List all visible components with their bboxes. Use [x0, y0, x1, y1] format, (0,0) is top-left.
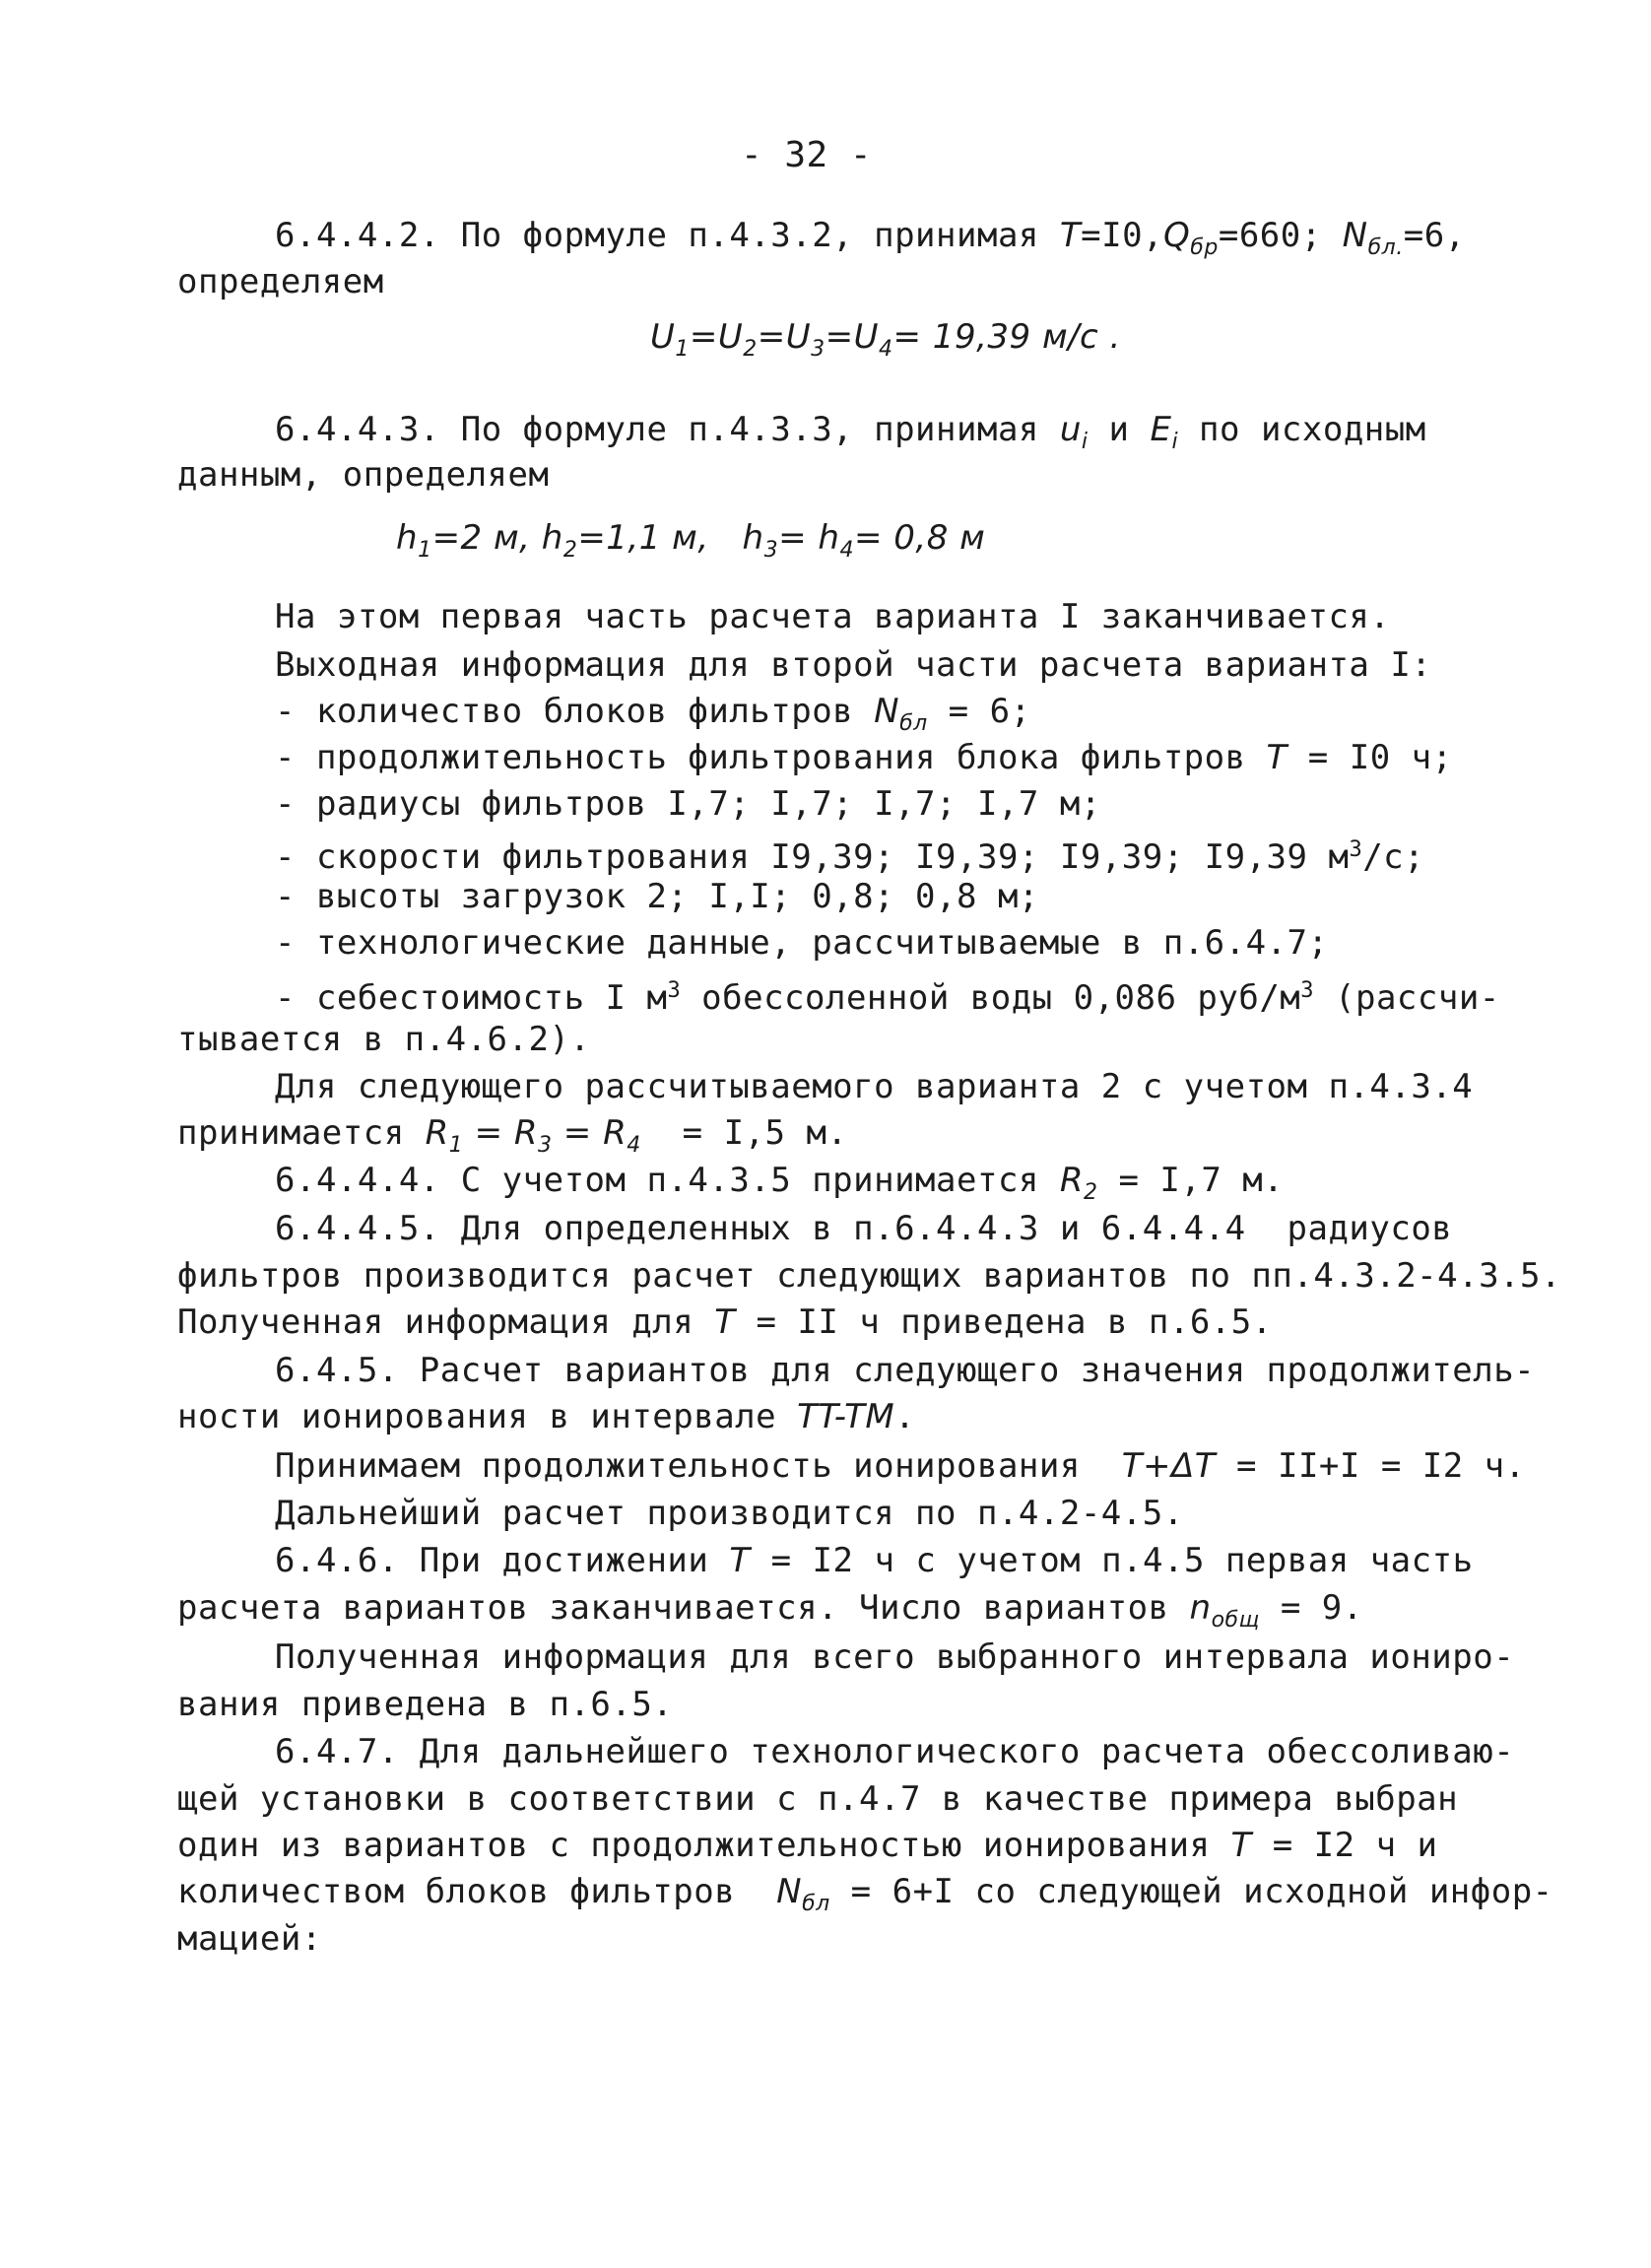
- text: - количество блоков фильтров: [275, 692, 875, 731]
- section-6-4-7-line-1: 6.4.7. Для дальнейшего технологического расчета обессоливаю-: [275, 1732, 1515, 1771]
- text: принимается: [177, 1113, 426, 1153]
- formula-velocities: [650, 317, 1121, 369]
- text: =2 м, h: [431, 518, 563, 558]
- superscript: 3: [1349, 837, 1363, 862]
- var-T: T: [714, 1302, 736, 1342]
- text: расчета вариантов заканчивается. Число вариантов: [177, 1588, 1190, 1628]
- text: 6.4.6. При достижении: [275, 1541, 730, 1580]
- section-6-4-5-line-2: [177, 1397, 915, 1436]
- text: = 6;: [927, 692, 1031, 731]
- list-item-loads: - высоты загрузок 2; I,I; 0,8; 0,8 м;: [275, 877, 1039, 916]
- text: - продолжительность фильтрования блока фильтров: [275, 738, 1267, 777]
- subscript: 3: [763, 538, 779, 563]
- var-n: n: [1189, 1588, 1212, 1628]
- text: = I0 ч;: [1287, 738, 1453, 777]
- section-6-4-4-3-line-2: данным, определяем: [177, 455, 550, 495]
- text: = I,5 м.: [640, 1113, 848, 1153]
- section-6-4-7-line-4: [177, 1872, 1553, 1924]
- text: = 9.: [1259, 1588, 1363, 1628]
- page-number: - 32 -: [741, 135, 873, 175]
- text: - скорости фильтрования I9,39; I9,39; I9,39; I9,39 м: [275, 837, 1350, 877]
- subscript: 1: [675, 337, 690, 362]
- text: один из вариантов с продолжительностью ионирования: [177, 1826, 1231, 1865]
- subscript: i: [1171, 430, 1179, 454]
- section-6-4-4-2-line-2: определяем: [177, 262, 384, 301]
- paragraph-info-interval-line-1: Полученная информация для всего выбранного интервала иониро-: [275, 1637, 1515, 1677]
- text: = II+I = I2 ч.: [1216, 1446, 1526, 1486]
- subscript: 3: [538, 1133, 553, 1158]
- subscript: бл.: [1367, 235, 1404, 260]
- list-item-duration: [275, 738, 1453, 777]
- var-u: u: [1059, 410, 1082, 449]
- section-6-4-4-5-line-2: фильтров производится расчет следующих вариантов по пп.4.3.2-4.3.5.: [177, 1256, 1561, 1296]
- text: =U: [757, 317, 812, 357]
- superscript: 3: [667, 978, 682, 1003]
- text: .: [894, 1397, 916, 1436]
- text: количеством блоков фильтров: [177, 1872, 777, 1911]
- section-6-4-6-line-1: [275, 1541, 1474, 1580]
- text: по исходным: [1178, 410, 1426, 449]
- section-6-4-7-line-2: щей установки в соответствии с п.4.7 в качестве примера выбран: [177, 1779, 1459, 1819]
- section-6-4-7-line-3: [177, 1826, 1437, 1865]
- subscript: 3: [811, 337, 826, 362]
- text: Принимаем продолжительность ионирования: [275, 1446, 1122, 1486]
- text: = I2 ч с учетом п.4.5 первая часть: [750, 1541, 1474, 1580]
- section-6-4-7-line-5: мацией:: [177, 1919, 322, 1959]
- section-6-4-4-2-line-1: [275, 216, 1466, 268]
- subscript: 1: [448, 1133, 464, 1158]
- text: =U: [825, 317, 880, 357]
- var-R: R: [1059, 1161, 1084, 1200]
- text: = I,7 м.: [1097, 1161, 1285, 1200]
- text: = h: [778, 518, 840, 558]
- subscript: бл: [802, 1892, 830, 1916]
- list-item-cost-continued: тывается в п.4.6.2).: [177, 1020, 591, 1059]
- expression: T+ΔT: [1121, 1446, 1217, 1486]
- text: = II ч приведена в п.6.5.: [735, 1302, 1273, 1342]
- text: = 6+I со следующей исходной инфор-: [829, 1872, 1553, 1911]
- var-N: N: [776, 1872, 803, 1911]
- subscript: 4: [627, 1133, 641, 1158]
- paragraph-accept-duration: [275, 1446, 1526, 1486]
- var-E: E: [1150, 410, 1172, 449]
- paragraph-info-interval-line-2: вания приведена в п.6.5.: [177, 1685, 674, 1724]
- section-6-4-4-5-line-1: 6.4.4.5. Для определенных в п.6.4.4.3 и 6.4.4.4 радиусов: [275, 1209, 1453, 1248]
- subscript: 2: [743, 337, 758, 362]
- text: =U: [689, 317, 744, 357]
- text: = 0,8 м: [853, 518, 986, 558]
- subscript: 4: [879, 337, 893, 362]
- paragraph-output-info: Выходная информация для второй части расчета варианта I:: [275, 645, 1432, 685]
- var-T: T: [1059, 216, 1082, 255]
- text: /с;: [1362, 837, 1425, 877]
- text: = I2 ч и: [1251, 1826, 1438, 1865]
- var-N: N: [1342, 216, 1368, 255]
- text: = R: [463, 1113, 538, 1153]
- text: = R: [552, 1113, 627, 1153]
- text: = 19,39 м/с .: [892, 317, 1121, 357]
- text: ности ионирования в интервале: [177, 1397, 798, 1436]
- subscript: бр: [1190, 235, 1219, 260]
- paragraph-next-variant-line-2: [177, 1113, 847, 1166]
- subscript: 2: [1083, 1180, 1098, 1205]
- section-6-4-5-line-1: 6.4.5. Расчет вариантов для следующего значения продолжитель-: [275, 1351, 1536, 1390]
- text: (рассчи-: [1314, 978, 1500, 1018]
- list-item-radii: - радиусы фильтров I,7; I,7; I,7; I,7 м;: [275, 784, 1101, 824]
- var-h: h: [396, 518, 419, 558]
- formula-heights: [396, 518, 985, 570]
- var-T: T: [729, 1541, 751, 1580]
- list-item-speeds: [275, 831, 1424, 877]
- text: 6.4.4.3. По формуле п.4.3.3, принимая: [275, 410, 1060, 449]
- range-expression: TT-TM: [797, 1397, 895, 1436]
- text: =I0,: [1081, 216, 1164, 255]
- superscript: 3: [1300, 978, 1315, 1003]
- text: обессоленной воды 0,086 руб/м: [681, 978, 1301, 1018]
- text: 6.4.4.4. С учетом п.4.3.5 принимается: [275, 1161, 1060, 1200]
- text: =1,1 м, h: [577, 518, 764, 558]
- list-item-tech-data: - технологические данные, рассчитываемые в п.6.4.7;: [275, 923, 1329, 963]
- paragraph-end-part-one: На этом первая часть расчета варианта I заканчивается.: [275, 597, 1391, 636]
- list-item-blocks: [275, 692, 1031, 744]
- var-T: T: [1266, 738, 1288, 777]
- text: и: [1088, 410, 1151, 449]
- paragraph-further-calc: Дальнейший расчет производится по п.4.2-4.5.: [275, 1494, 1184, 1533]
- subscript: i: [1081, 430, 1089, 454]
- subscript: 1: [418, 538, 432, 563]
- var-N: N: [874, 692, 900, 731]
- var-T: T: [1230, 1826, 1252, 1865]
- text: - себестоимость I м: [275, 978, 668, 1018]
- text: Полученная информация для: [177, 1302, 715, 1342]
- section-6-4-4-5-line-3: [177, 1302, 1273, 1342]
- section-6-4-6-line-2: [177, 1588, 1363, 1640]
- text: =6,: [1403, 216, 1466, 255]
- section-6-4-4-4: [275, 1161, 1284, 1213]
- paragraph-next-variant: Для следующего рассчитываемого варианта 2 с учетом п.4.3.4: [275, 1067, 1474, 1106]
- var-Q: Q: [1163, 216, 1191, 255]
- subscript: общ: [1211, 1608, 1260, 1633]
- text: 6.4.4.2. По формуле п.4.3.2, принимая: [275, 216, 1060, 255]
- subscript: 2: [562, 538, 578, 563]
- list-item-cost: [275, 971, 1500, 1018]
- subscript: 4: [839, 538, 854, 563]
- var-U: U: [650, 317, 676, 357]
- var-R: R: [425, 1113, 449, 1153]
- text: =660;: [1218, 216, 1343, 255]
- subscript: бл: [899, 711, 928, 736]
